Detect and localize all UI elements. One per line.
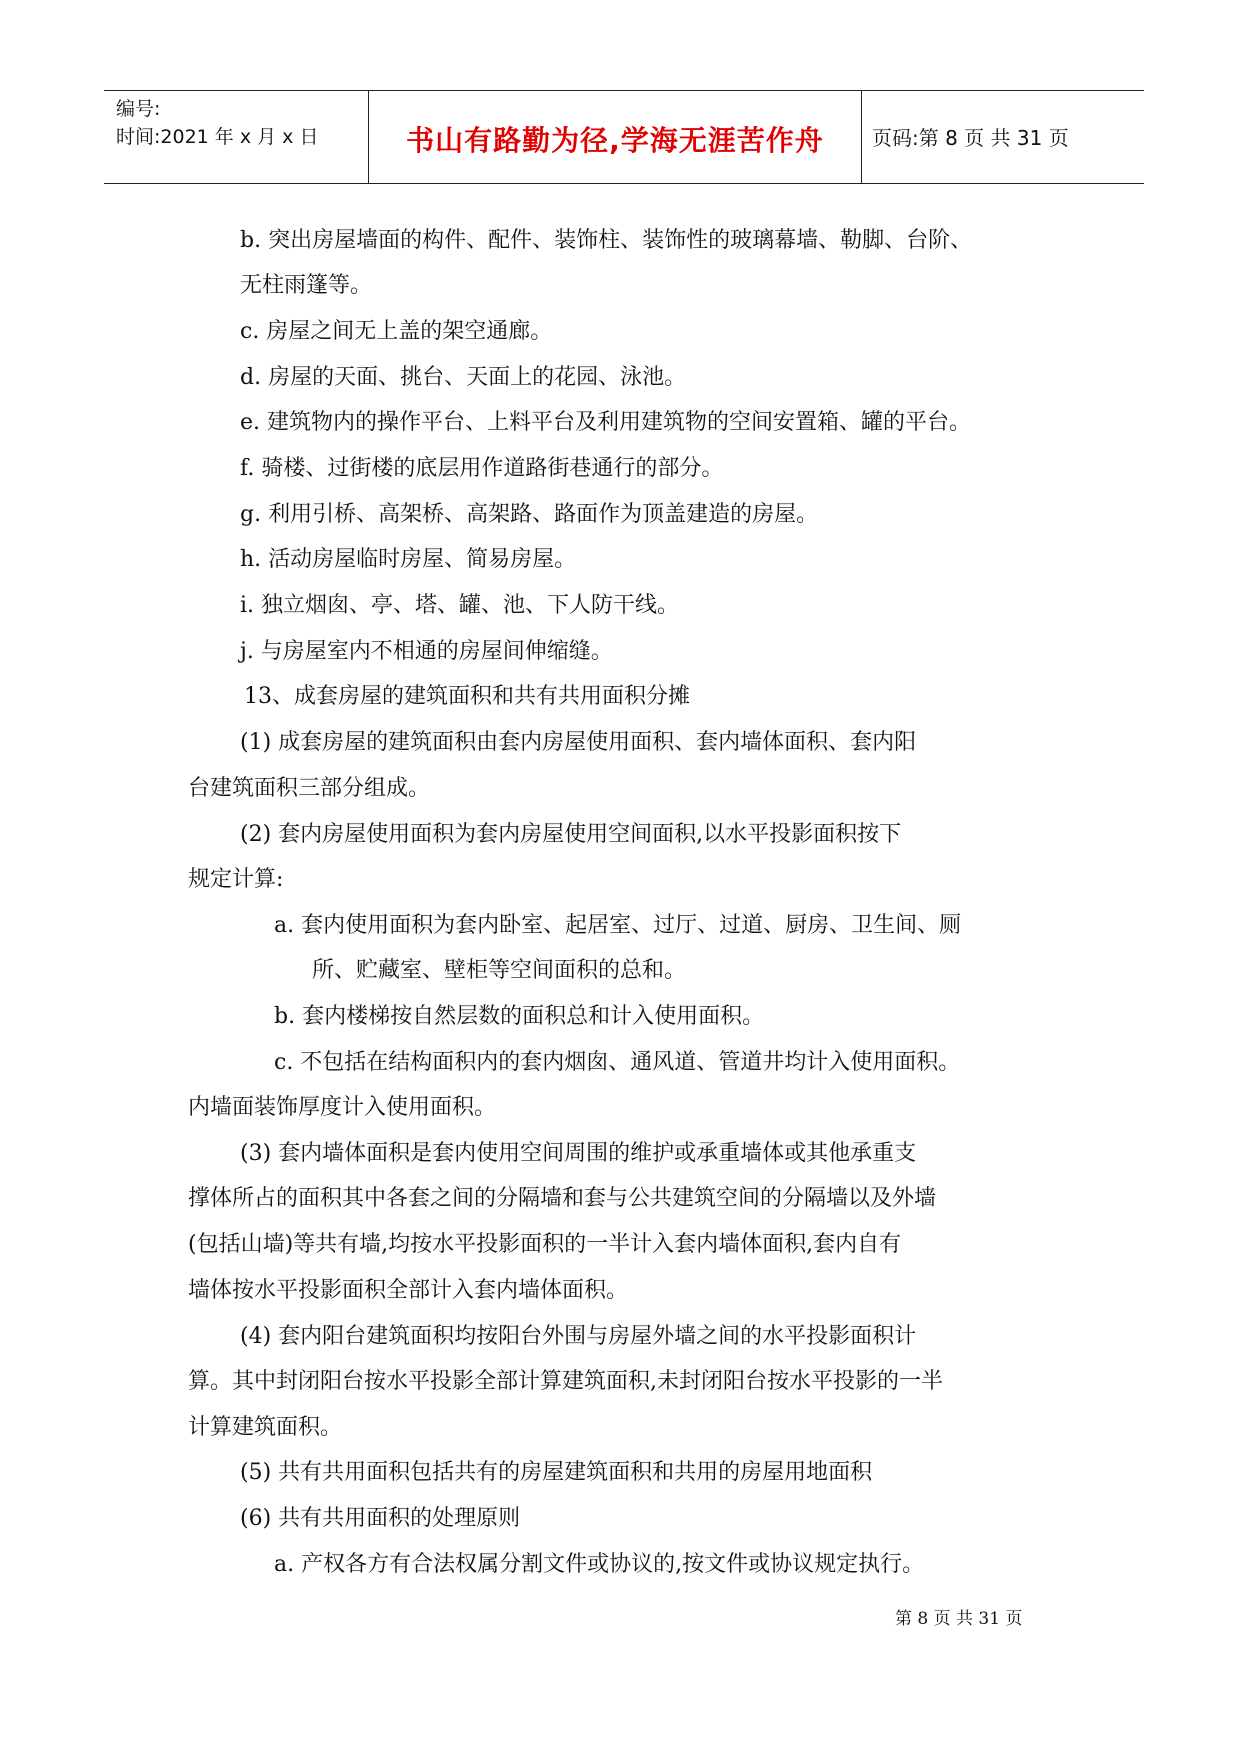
document-time-label: 时间:2021 年 x 月 x 日 xyxy=(116,126,319,148)
body-line: i. 独立烟囱、亭、塔、罐、池、下人防干线。 xyxy=(240,593,680,618)
body-line: 计算建筑面积。 xyxy=(188,1415,343,1440)
body-line: (4) 套内阳台建筑面积均按阳台外围与房屋外墙之间的水平投影面积计 xyxy=(240,1324,917,1349)
body-line: 无柱雨篷等。 xyxy=(240,273,373,298)
body-line: (3) 套内墙体面积是套内使用空间周围的维护或承重墙体或其他承重支 xyxy=(240,1141,917,1166)
body-line: g. 利用引桥、高架桥、高架路、路面作为顶盖建造的房屋。 xyxy=(240,502,819,527)
body-line: 所、贮藏室、壁柜等空间面积的总和。 xyxy=(312,958,687,983)
body-line: d. 房屋的天面、挑台、天面上的花园、泳池。 xyxy=(240,365,687,390)
body-line: (包括山墙)等共有墙,均按水平投影面积的一半计入套内墙体面积,套内自有 xyxy=(188,1232,902,1257)
body-line: 规定计算: xyxy=(188,867,284,892)
body-line: e. 建筑物内的操作平台、上料平台及利用建筑物的空间安置箱、罐的平台。 xyxy=(240,410,972,435)
body-line: b. 突出房屋墙面的构件、配件、装饰柱、装饰性的玻璃幕墙、勒脚、台阶、 xyxy=(240,228,973,253)
header-table xyxy=(104,90,1144,184)
footer-page-number: 第 8 页 共 31 页 xyxy=(895,1609,1023,1629)
header-divider xyxy=(861,91,862,183)
body-line: c. 房屋之间无上盖的架空通廊。 xyxy=(240,319,553,344)
body-line: b. 套内楼梯按自然层数的面积总和计入使用面积。 xyxy=(274,1004,765,1029)
body-line: 台建筑面积三部分组成。 xyxy=(188,776,431,801)
header-meta xyxy=(116,95,366,151)
header-motto: 书山有路勤为径,学海无涯苦作舟 xyxy=(406,124,824,157)
body-line: a. 套内使用面积为套内卧室、起居室、过厅、过道、厨房、卫生间、厕 xyxy=(274,913,962,938)
body-line: (5) 共有共用面积包括共有的房屋建筑面积和共用的房屋用地面积 xyxy=(240,1460,873,1485)
body-line: 撑体所占的面积其中各套之间的分隔墙和套与公共建筑空间的分隔墙以及外墙 xyxy=(188,1186,937,1211)
body-line: (2) 套内房屋使用面积为套内房屋使用空间面积,以水平投影面积按下 xyxy=(240,822,902,847)
document-number-label: 编号: xyxy=(116,98,161,120)
body-line: 墙体按水平投影面积全部计入套内墙体面积。 xyxy=(188,1278,629,1303)
body-line: h. 活动房屋临时房屋、简易房屋。 xyxy=(240,547,577,572)
body-line: 算。其中封闭阳台按水平投影全部计算建筑面积,未封闭阳台按水平投影的一半 xyxy=(188,1369,943,1394)
body-line: j. 与房屋室内不相通的房屋间伸缩缝。 xyxy=(240,639,613,664)
body-line: a. 产权各方有合法权属分割文件或协议的,按文件或协议规定执行。 xyxy=(274,1552,925,1577)
header-page-info: 页码:第 8 页 共 31 页 xyxy=(872,126,1069,150)
header-divider xyxy=(368,91,369,183)
section-heading: 13、成套房屋的建筑面积和共有共用面积分摊 xyxy=(244,684,690,709)
body-line: f. 骑楼、过街楼的底层用作道路街巷通行的部分。 xyxy=(240,456,724,481)
body-line: (6) 共有共用面积的处理原则 xyxy=(240,1506,521,1531)
body-line: c. 不包括在结构面积内的套内烟囱、通风道、管道井均计入使用面积。 xyxy=(274,1050,961,1075)
body-line: (1) 成套房屋的建筑面积由套内房屋使用面积、套内墙体面积、套内阳 xyxy=(240,730,917,755)
body-line: 内墙面装饰厚度计入使用面积。 xyxy=(188,1095,497,1120)
